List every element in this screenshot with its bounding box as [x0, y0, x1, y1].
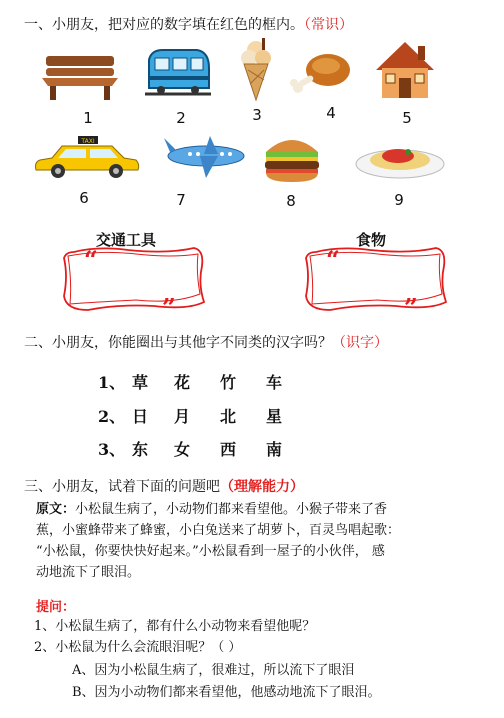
option-a[interactable]: A、因为小松鼠生病了，很难过，所以流下了眼泪 — [72, 663, 355, 678]
spaghetti-icon — [354, 136, 446, 180]
char-option[interactable]: 星 — [266, 407, 283, 426]
item-number: 2 — [176, 109, 186, 127]
section1-heading — [24, 14, 353, 34]
row-label: 1、 — [98, 373, 126, 392]
item-number: 8 — [286, 192, 296, 210]
item-number: 3 — [252, 106, 262, 124]
section2-tag: （识字） — [332, 335, 388, 351]
chicken-leg-icon — [290, 50, 352, 96]
box-right-title: 食物 — [356, 231, 387, 249]
airplane-icon — [160, 132, 250, 180]
char-option[interactable]: 竹 — [220, 373, 237, 392]
item-number: 5 — [402, 109, 412, 127]
passage-line: 蕉，小蜜蜂带来了蜂蜜，小白兔送来了胡萝卜，百灵鸟唱起歌： — [36, 523, 401, 538]
house-icon — [374, 40, 436, 100]
passage-line: 动地流下了眼泪。 — [36, 565, 141, 580]
char-option[interactable]: 车 — [266, 373, 283, 392]
char-option[interactable]: 南 — [266, 440, 283, 459]
answer-frame-food[interactable] — [300, 244, 450, 314]
question-1: 1、小松鼠生病了，都有什么小动物来看望他呢？ — [34, 619, 316, 634]
char-option[interactable]: 东 — [132, 440, 149, 459]
questions-label: 提问： — [36, 600, 76, 615]
hamburger-icon — [262, 130, 322, 184]
row-label: 3、 — [98, 440, 126, 459]
char-row-2 — [98, 404, 318, 426]
row-label: 2、 — [98, 407, 126, 426]
original-label: 原文： — [36, 502, 76, 517]
char-option[interactable]: 日 — [132, 407, 149, 426]
item-number: 6 — [79, 189, 89, 207]
bench-icon — [40, 50, 120, 102]
passage-line: 小松鼠生病了，小动物们都来看望他。小猴子带来了香 — [75, 502, 388, 517]
svg-text:“: “ — [326, 245, 340, 274]
char-row-3 — [98, 437, 318, 459]
option-b[interactable]: B、因为小动物们都来看望他，他感动地流下了眼泪。 — [72, 685, 381, 700]
taxi-icon — [32, 134, 142, 180]
item-number: 7 — [176, 191, 186, 209]
item-number: 4 — [326, 104, 336, 122]
char-option[interactable]: 花 — [174, 373, 191, 392]
train-icon — [143, 44, 213, 100]
svg-text:“: “ — [84, 245, 98, 274]
char-row-1 — [98, 370, 318, 392]
svg-text:”: ” — [404, 293, 418, 314]
section3-heading — [24, 476, 304, 496]
section1-heading-text: 一、小朋友，把对应的数字填在红色的框内。 — [24, 17, 304, 33]
original-passage — [36, 499, 496, 583]
passage-line: “小松鼠，你要快快好起来。”小松鼠看到一屋子的小伙伴， 感 — [36, 544, 385, 559]
answer-frame-transport[interactable] — [58, 244, 208, 314]
question-2: 2、小松鼠为什么会流眼泪呢？（ ） — [34, 640, 242, 655]
item-number: 1 — [83, 109, 93, 127]
char-option[interactable]: 草 — [132, 373, 149, 392]
svg-text:”: ” — [162, 293, 176, 314]
char-option[interactable]: 西 — [220, 440, 237, 459]
section2-heading — [24, 332, 388, 352]
taxi-sign-text: TAXI — [81, 138, 95, 145]
section3-tag: （理解能力） — [220, 479, 304, 495]
char-option[interactable]: 月 — [174, 407, 191, 426]
ice-cream-icon — [238, 36, 274, 102]
section3-heading-text: 三、小朋友，试着下面的问题吧 — [24, 479, 220, 495]
char-option[interactable]: 北 — [220, 407, 237, 426]
item-number: 9 — [394, 191, 404, 209]
box-left-title: 交通工具 — [96, 231, 157, 249]
section2-heading-text: 二、小朋友，你能圈出与其他字不同类的汉字吗？ — [24, 335, 332, 351]
section1-tag: （常识） — [304, 17, 353, 33]
char-option[interactable]: 女 — [174, 440, 191, 459]
